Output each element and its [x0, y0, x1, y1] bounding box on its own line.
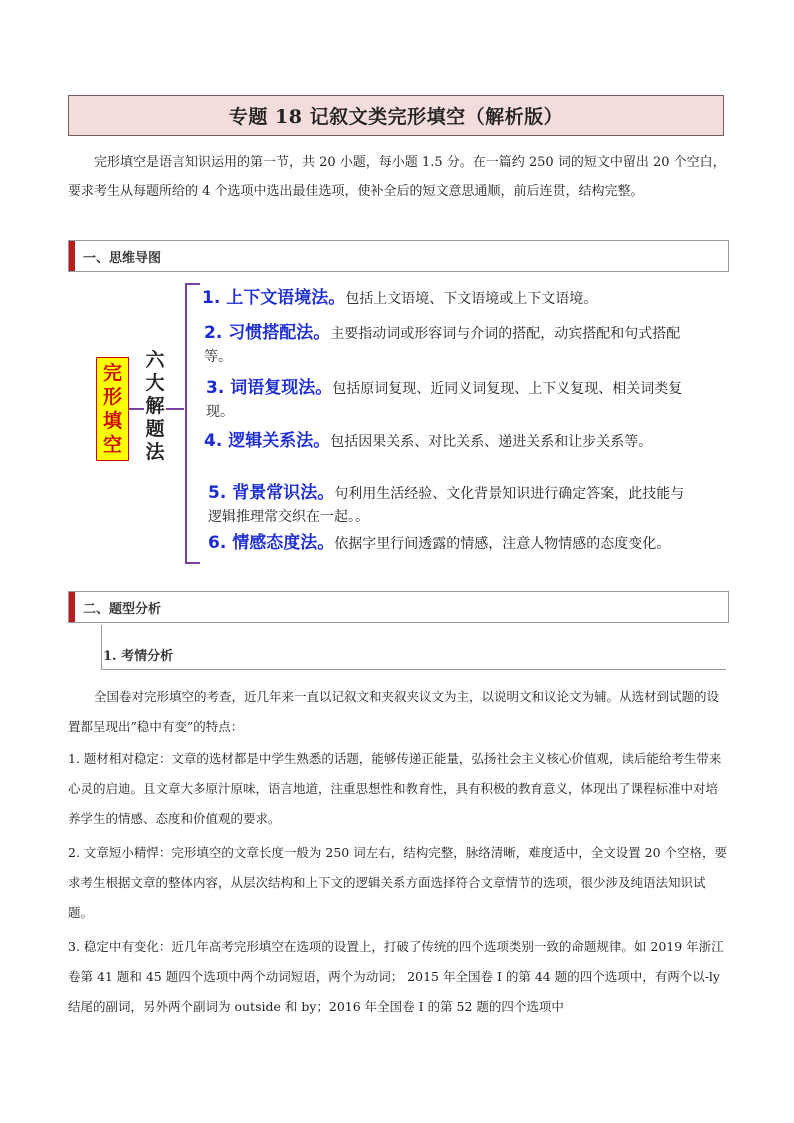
mindmap-item	[204, 430, 709, 454]
mindmap-item-text: 包括原词复现、近同义词复现、上下义复现、相关词类复现。	[206, 381, 683, 420]
section-title: 二、题型分析	[83, 601, 162, 617]
mindmap-item-text: 句利用生活经验、文化背景知识进行确定答案，此技能与逻辑推理常交织在一起。。	[208, 486, 685, 525]
sub-header-rule	[101, 669, 726, 670]
mindmap-branch-node	[144, 349, 166, 464]
mindmap-item-text: 主要指动词或形容词与介词的搭配，动宾搭配和句式搭配等。	[204, 326, 681, 365]
body-paragraph: 2. 文章短小精悍：完形填空的文章长度一般为 250 词左右，结构完整，脉络清晰，难度适中，全文设置 20 个空格，要求考生根据文章的整体内容，从层次结构和上下文的逻辑关系方面选择符合文章情节的选项，很少涉及纯语法知识试题。	[68, 845, 728, 920]
body-paragraph: 1. 题材相对稳定：文章的选材都是中学生熟悉的话题，能够传递正能量，弘扬社会主义核心价值观，读后能给考生带来心灵的启迪。且文章大多原汁原味，语言地道，注重思想性和教育性，具有积极的教育意义，体现出了课程标准中对培养学生的情感、态度和价值观的要求。	[68, 751, 722, 826]
core-char: 空	[102, 434, 122, 456]
core-char: 完	[102, 362, 122, 384]
mindmap-item	[208, 532, 698, 556]
mindmap-item-head: 3. 词语复现法。	[206, 378, 333, 398]
branch-char: 大	[145, 372, 165, 394]
sub-header	[101, 641, 726, 671]
sub-header-title: 1. 考情分析	[103, 649, 174, 664]
mindmap-item-text: 包括上文语境、下文语境或上下文语境。	[345, 291, 598, 307]
mindmap-item	[204, 322, 694, 369]
branch-char: 题	[145, 418, 165, 440]
mindmap-item-head: 5. 背景常识法。	[208, 483, 335, 503]
mindmap-item	[206, 377, 706, 424]
branch-char: 解	[145, 395, 165, 417]
section-title: 一、思维导图	[83, 250, 162, 266]
branch-char: 法	[145, 441, 165, 463]
mindmap-item-head: 6. 情感态度法。	[208, 533, 335, 553]
core-char: 填	[102, 410, 122, 432]
body-paragraph: 全国卷对完形填空的考查，近几年来一直以记叙文和夹叙夹议文为主，以说明文和议论文为辅。从选材到试题的设置都呈现出”稳中有变”的特点：	[68, 689, 720, 734]
mindmap-item	[208, 482, 698, 529]
mindmap-core-node	[96, 357, 129, 461]
mindmap-item	[202, 287, 702, 311]
mindmap-item-head: 2. 习惯搭配法。	[204, 323, 331, 343]
mindmap-item-text: 依据字里行间透露的情感，注意人物情感的态度变化。	[334, 536, 671, 552]
core-char: 形	[102, 386, 122, 408]
mindmap-item-head: 1. 上下文语境法。	[202, 288, 346, 308]
mindmap-item-head: 4. 逻辑关系法。	[204, 431, 331, 451]
section-accent-bar	[69, 592, 75, 622]
branch-char: 六	[145, 349, 165, 371]
body-paragraph: 3. 稳定中有变化：近几年高考完形填空在选项的设置上，打破了传统的四个选项类别一致的命题规律。如 2019 年浙江卷第 41 题和 45 题四个选项中两个动词短语，两个为动词； 2015 年全国卷 I 的第 44 题的四个选项中，有两个以-ly 结尾的副词，另外两个副词为 outside 和 by；2016 年全国卷 I 的第 52 题的四个选项中	[68, 939, 724, 1014]
intro-paragraph: 完形填空是语言知识运用的第一节，共 20 小题，每小题 1.5 分。在一篇约 250 词的短文中留出 20 个空白，要求考生从每题所给的 4 个选项中选出最佳选项，使补全后的短文意思通顺，前后连贯，结构完整。	[68, 155, 726, 199]
section-header-analysis	[68, 591, 729, 623]
mindmap-item-text: 包括因果关系、对比关系、递进关系和让步关系等。	[330, 434, 653, 450]
sub-header-divider	[101, 625, 102, 669]
page-title: 专题 18 记叙文类完形填空（解析版）	[228, 106, 564, 128]
